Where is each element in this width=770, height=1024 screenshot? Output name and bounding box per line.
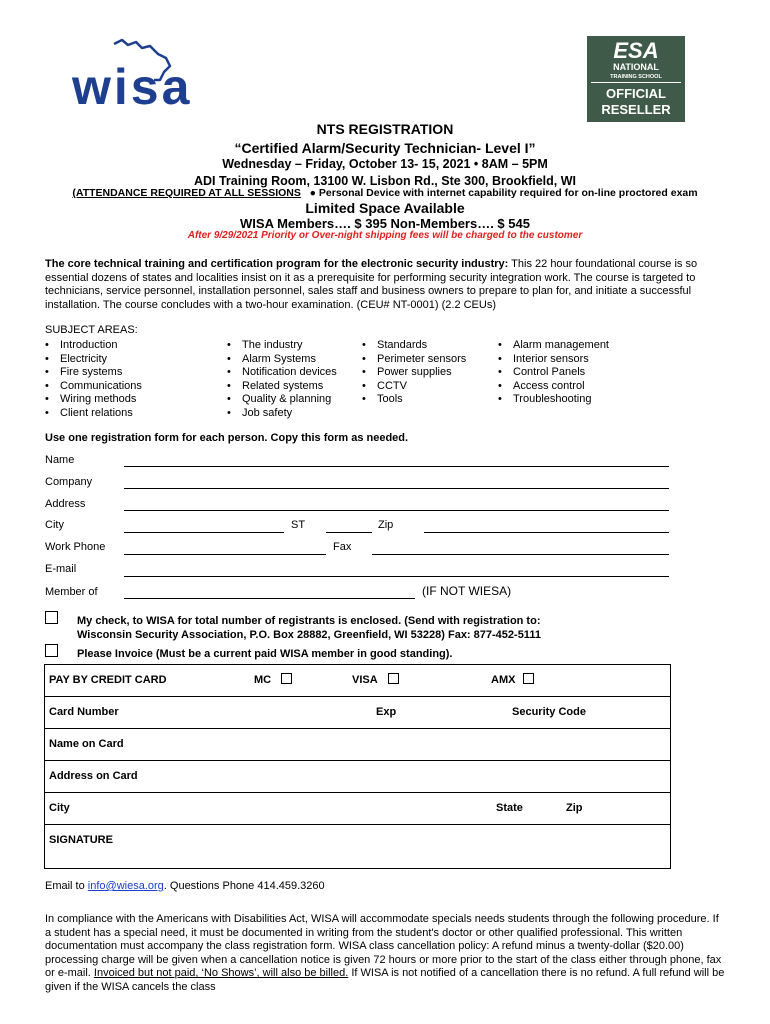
list-item: • Introduction (45, 339, 142, 353)
name-on-card-label: Name on Card (49, 738, 124, 750)
work-phone-label: Work Phone (45, 541, 106, 553)
list-item: • Access control (498, 380, 609, 394)
email-link[interactable]: info@wiesa.org (87, 880, 164, 892)
limited-space: Limited Space Available (305, 200, 465, 216)
svg-text:ESA: ESA (613, 38, 659, 63)
list-item: • Quality & planning (227, 393, 337, 407)
visa-checkbox[interactable] (388, 673, 399, 684)
address-on-card-label: Address on Card (49, 770, 138, 782)
list-item: • Related systems (227, 380, 337, 394)
course-title: “Certified Alarm/Security Technician- Level I” (234, 140, 536, 156)
list-item: • Electricity (45, 353, 142, 367)
city-label: City (45, 519, 64, 531)
bullet-icon: ● (309, 187, 316, 199)
visa-label: VISA (352, 674, 378, 686)
svg-text:OFFICIAL: OFFICIAL (606, 86, 666, 101)
device-requirement: Personal Device with internet capability required for on-line proctored exam (318, 187, 698, 199)
list-item: • Power supplies (362, 366, 466, 380)
list-item: • CCTV (362, 380, 466, 394)
exp-label: Exp (376, 706, 397, 718)
cc-city-label: City (49, 802, 70, 814)
fax-label: Fax (333, 541, 352, 553)
wisa-logo (66, 36, 216, 112)
list-item: • Wiring methods (45, 393, 142, 407)
card-number-label: Card Number (49, 706, 119, 718)
subject-column-1 (45, 339, 142, 420)
amx-checkbox[interactable] (523, 673, 534, 684)
cc-zip-label: Zip (566, 802, 583, 814)
if-not-label: (IF NOT WIESA) (422, 584, 512, 598)
list-item: • Alarm management (498, 339, 609, 353)
subject-areas-heading: SUBJECT AREAS: (45, 324, 138, 336)
mc-checkbox[interactable] (281, 673, 292, 684)
list-item: • Tools (362, 393, 466, 407)
list-item: • Perimeter sensors (362, 353, 466, 367)
svg-text:NATIONAL: NATIONAL (613, 62, 659, 72)
form-instructions: Use one registration form for each person. Copy this form as needed. (45, 432, 409, 444)
list-item: • Job safety (227, 407, 337, 421)
ada-cancellation-policy: In compliance with the Americans with Disabilities Act, WISA will accommodate specials needs students through the following procedure. If a student has a special need, it must be documented in writing from the student's doctor or other qualified professional. This written documentation must accompany the class registration form. WISA class cancellation policy: A refund minus a twenty-dollar ($20.00) processing charge will be given when a cancellation notice is given 72 hours or more prior to the start of the class either through phone, fax or e-mail. Invoiced but not paid, ‘No Shows’, will also be billed. If WISA is not notified of a cancellation there is no refund. A full refund will be given if the WISA cancels the class (45, 913, 725, 993)
esa-official-reseller-logo (587, 36, 685, 122)
table-row[interactable] (45, 697, 670, 729)
security-code-label: Security Code (512, 706, 586, 718)
attendance-note (0, 187, 770, 199)
address-label: Address (45, 498, 86, 510)
pay-by-check-checkbox[interactable] (45, 611, 58, 624)
company-label: Company (45, 476, 93, 488)
member-of-field[interactable] (124, 598, 415, 599)
list-item: • Control Panels (498, 366, 609, 380)
table-row[interactable] (45, 729, 670, 761)
zip-label: Zip (378, 519, 394, 531)
invoice-label: Please Invoice (Must be a current paid WISA member in good standing). (77, 648, 453, 660)
cc-state-label: State (496, 802, 523, 814)
late-fee-notice: After 9/29/2021 Priority or Over-night shipping fees will be charged to the customer (187, 230, 583, 241)
svg-text:RESELLER: RESELLER (601, 102, 671, 117)
email-label: E-mail (45, 563, 77, 575)
address-field[interactable] (124, 510, 669, 511)
zip-field[interactable] (424, 532, 669, 533)
check-line-1: My check, to WISA for total number of registrants is enclosed. (Send with registration to: (77, 615, 541, 627)
list-item: • Standards (362, 339, 466, 353)
state-field[interactable] (326, 532, 372, 533)
course-location: ADI Training Room, 13100 W. Lisbon Rd., Ste 300, Brookfield, WI (193, 174, 576, 188)
subject-column-3 (362, 339, 466, 407)
city-field[interactable] (124, 532, 284, 533)
list-item: • Alarm Systems (227, 353, 337, 367)
amx-label: AMX (491, 674, 516, 686)
name-label: Name (45, 454, 75, 466)
table-row[interactable] (45, 761, 670, 793)
table-row[interactable] (45, 793, 670, 825)
mc-label: MC (254, 674, 272, 686)
signature-label: SIGNATURE (49, 834, 113, 846)
invoice-checkbox[interactable] (45, 644, 58, 657)
check-line-2: Wisconsin Security Association, P.O. Box 28882, Greenfield, WI 53228) Fax: 877-452-5111 (77, 629, 541, 641)
course-dates: Wednesday – Friday, October 13- 15, 2021 • 8AM – 5PM (222, 157, 548, 171)
attendance-required: (ATTENDANCE REQUIRED AT ALL SESSIONS (72, 187, 301, 199)
list-item: • Fire systems (45, 366, 142, 380)
list-item: • The industry (227, 339, 337, 353)
list-item: • Troubleshooting (498, 393, 609, 407)
st-label: ST (291, 519, 306, 531)
course-description: The core technical training and certification program for the electronic security industry: This 22 hour foundational course is so essential dozens of states and localities insist on it as a prerequisite for performing security integration work. The course is targeted to technicians, service personnel, installation personnel, sales staff and business owners to prepare to plan for, and initiate a successful installation. The course concludes with a two-hour examination. (CEU# NT-0001) (2.2 CEUs) (45, 258, 698, 311)
subject-column-4 (498, 339, 609, 407)
list-item: • Interior sensors (498, 353, 609, 367)
name-field[interactable] (124, 466, 669, 467)
wisa-wordmark: wisa (72, 59, 193, 112)
work-phone-field[interactable] (124, 554, 326, 555)
pricing: WISA Members…. $ 395 Non-Members…. $ 545 (240, 216, 530, 231)
svg-text:TRAINING SCHOOL: TRAINING SCHOOL (610, 74, 662, 80)
list-item: • Communications (45, 380, 142, 394)
list-item: • Notification devices (227, 366, 337, 380)
company-field[interactable] (124, 488, 669, 489)
page-title: NTS REGISTRATION (316, 121, 454, 137)
member-of-label: Member of (45, 586, 98, 598)
fax-field[interactable] (372, 554, 669, 555)
email-field[interactable] (124, 576, 669, 577)
contact-line: Email to info@wiesa.org. Questions Phone 414.459.3260 (45, 880, 325, 892)
credit-card-table (44, 664, 671, 869)
table-row (45, 665, 670, 697)
table-row[interactable] (45, 825, 670, 868)
subject-column-2 (227, 339, 337, 420)
pay-by-credit-card-label: PAY BY CREDIT CARD (49, 674, 167, 686)
list-item: • Client relations (45, 407, 142, 421)
